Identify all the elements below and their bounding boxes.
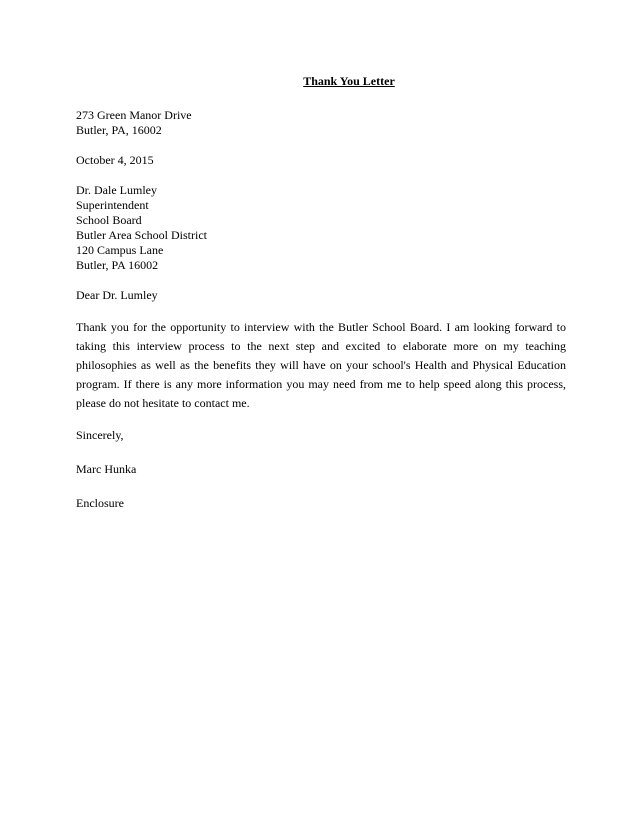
recipient-organization: Butler Area School District: [76, 228, 207, 242]
letter-body: [76, 74, 566, 530]
recipient-address: [76, 183, 566, 273]
sender-city: Butler, PA, 16002: [76, 123, 162, 137]
letter-date: [76, 153, 566, 168]
salutation: [76, 288, 566, 303]
recipient-name: Dr. Dale Lumley: [76, 183, 157, 197]
sender-street: 273 Green Manor Drive: [76, 108, 192, 122]
letter-title: Thank You Letter: [303, 74, 395, 88]
signature-name: Marc Hunka: [76, 462, 137, 476]
recipient-street: 120 Campus Lane: [76, 243, 164, 257]
enclosure-note: Enclosure: [76, 496, 124, 510]
recipient-city: Butler, PA 16002: [76, 258, 159, 272]
recipient-department: School Board: [76, 213, 142, 227]
body-paragraph: Thank you for the opportunity to interview with the Butler School Board. I am looking forward to taking this interview process to the next step and excited to elaborate more on my teaching philosophies as well as the benefits they will have on your school's Health and Physical Education program. If there is any more information you may need from me to help speed along this process, please do not hesitate to contact me.: [76, 320, 566, 410]
recipient-title: Superintendent: [76, 198, 149, 212]
closing: Sincerely,: [76, 428, 124, 442]
sender-address: [76, 108, 566, 138]
date-text: October 4, 2015: [76, 153, 154, 167]
salutation-text: Dear Dr. Lumley: [76, 288, 158, 302]
